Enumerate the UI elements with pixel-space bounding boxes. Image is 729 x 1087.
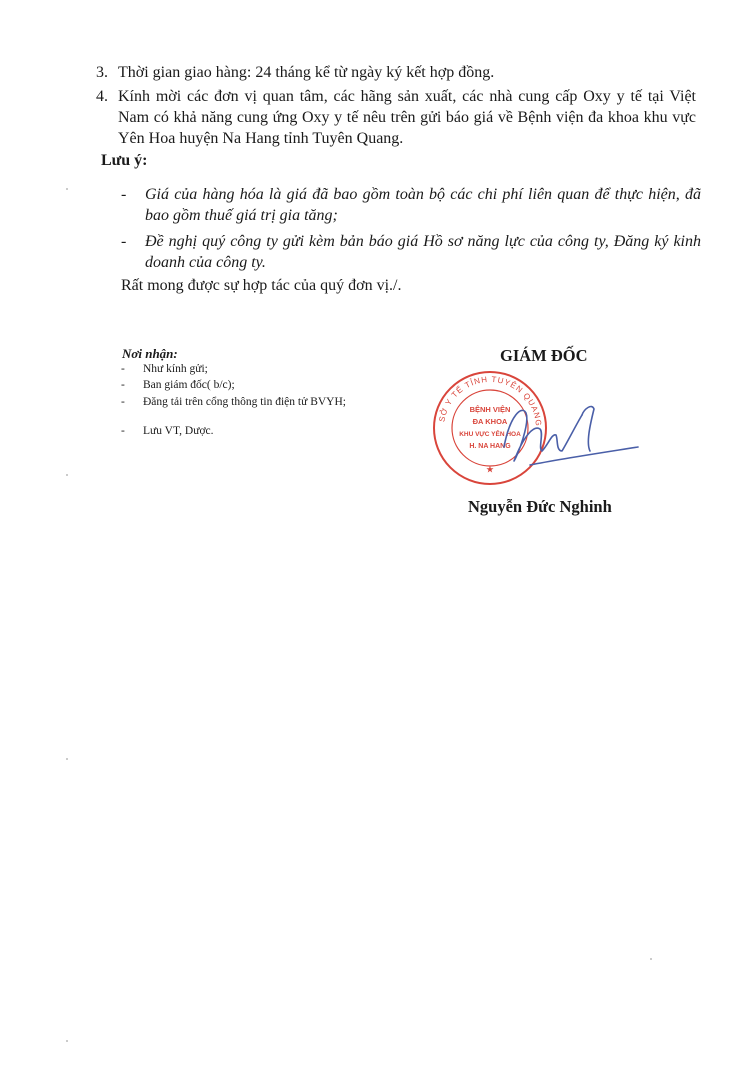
note-text: Giá của hàng hóa là giá đã bao gồm toàn bộ các chi phí liên quan để thực hiện, đã bao gồm thuế giá trị gia tăng; <box>145 186 701 224</box>
list-item <box>96 86 696 149</box>
note-bullet <box>121 184 701 226</box>
item-number: 3. <box>96 64 108 81</box>
scan-speck <box>650 958 652 960</box>
scan-speck <box>66 474 68 476</box>
svg-text:★: ★ <box>486 465 494 474</box>
scan-speck <box>66 188 68 190</box>
note-bullet <box>121 231 701 273</box>
note-title: Lưu ý: <box>101 152 148 169</box>
recipient-item: - Ban giám đốc( b/c); <box>121 379 235 391</box>
seal-line: ĐA KHOA <box>472 417 508 426</box>
handwritten-signature-icon <box>500 395 640 475</box>
bullet-dash: - <box>121 233 127 250</box>
seal-line: H. NA HANG <box>469 443 511 450</box>
recipient-item: - Lưu VT, Dược. <box>121 425 214 437</box>
list-item <box>96 62 696 83</box>
note-text: Đề nghị quý công ty gửi kèm bản báo giá Hồ sơ năng lực của công ty, Đăng ký kinh doanh của công ty. <box>145 233 701 271</box>
item-text: Kính mời các đơn vị quan tâm, các hãng sản xuất, các nhà cung cấp Oxy y tế tại Việt Nam có khả năng cung ứng Oxy y tế nêu trên gửi báo giá về Bệnh viện đa khoa khu vực Yên Hoa huyện Na Hang tỉnh Tuyên Quang. <box>118 88 696 147</box>
item-text: Thời gian giao hàng: 24 tháng kể từ ngày ký kết hợp đồng. <box>118 64 495 81</box>
recipient-item: - Đăng tải trên cổng thông tin điện tử BVYH; <box>121 396 346 408</box>
recipients-title: Nơi nhận: <box>122 346 178 361</box>
seal-line: KHU VỰC YÊN HOA <box>459 431 521 438</box>
scan-speck <box>66 758 68 760</box>
closing-line: Rất mong được sự hợp tác của quý đơn vị./. <box>121 277 402 294</box>
item-number: 4. <box>96 88 108 105</box>
scan-speck <box>66 1040 68 1042</box>
bullet-dash: - <box>121 186 127 203</box>
signer-title: GIÁM ĐỐC <box>500 346 588 365</box>
recipient-item: - Như kính gửi; <box>121 363 208 375</box>
signer-name: Nguyễn Đức Nghinh <box>468 497 612 516</box>
seal-ring-text: SỞ Y TẾ TỈNH TUYÊN QUANG <box>437 374 544 428</box>
seal-line: BỆNH VIỆN <box>469 405 511 414</box>
